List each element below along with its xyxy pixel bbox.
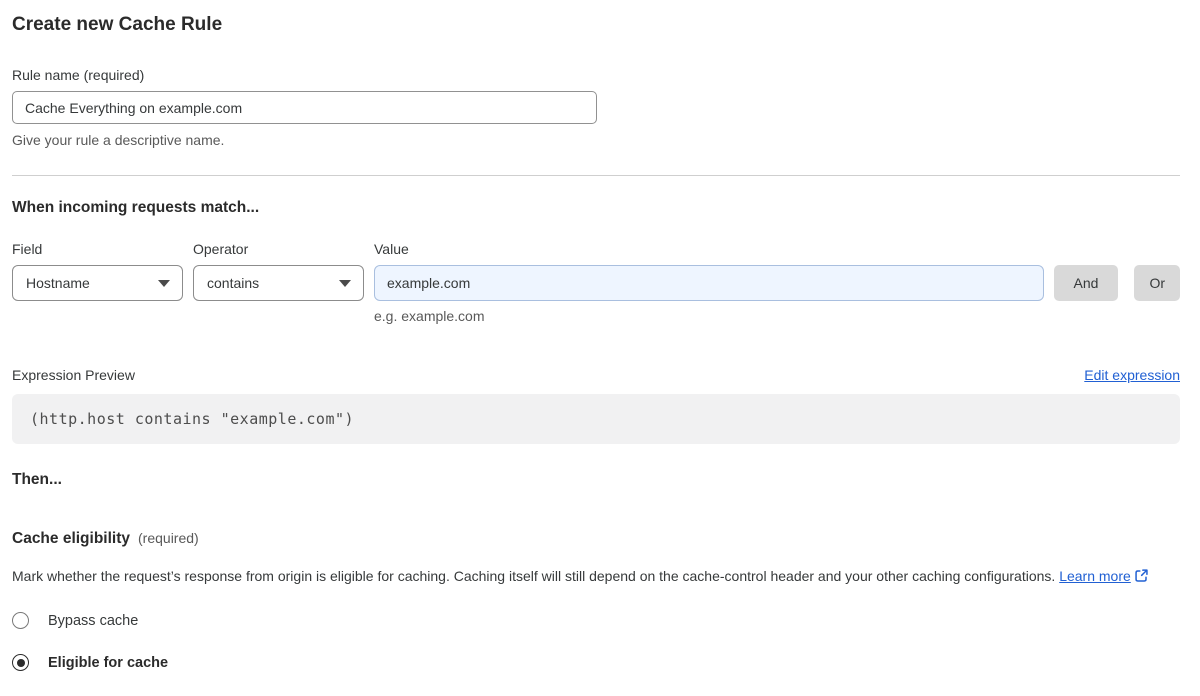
cache-eligibility-description [12,564,1180,588]
radio-label: Bypass cache [48,612,139,629]
operator-select-value: contains [207,275,260,291]
expression-preview-label: Expression Preview [12,367,135,383]
chevron-down-icon [158,280,170,287]
field-select[interactable] [12,265,183,301]
page-title: Create new Cache Rule [12,14,223,35]
value-input[interactable] [374,265,1044,301]
cache-eligibility-heading: Cache eligibility [12,530,131,547]
rule-name-input[interactable] [12,91,597,124]
required-note: (required) [138,530,199,546]
cache-eligibility-heading-row [12,530,1180,548]
expression-code-block: (http.host contains "example.com") [12,394,1180,444]
field-select-value: Hostname [26,275,90,291]
rule-name-help: Give your rule a descriptive name. [12,132,225,148]
value-column [374,265,1044,301]
radio-icon-selected[interactable] [12,654,29,671]
value-label: Value [374,241,409,257]
description-text: Mark whether the request’s response from origin is eligible for caching. Caching itself will still depend on the cache-control header and your other caching configurations. [12,568,1056,584]
operator-label: Operator [193,241,249,257]
operator-select[interactable] [193,265,364,301]
match-labels-row [12,241,1180,257]
value-help: e.g. example.com [374,308,485,324]
match-controls-row [12,265,1180,301]
chevron-down-icon [339,280,351,287]
then-heading: Then... [12,471,62,488]
field-label: Field [12,241,43,257]
and-button[interactable]: And [1054,265,1119,301]
match-section-heading: When incoming requests match... [12,199,260,216]
radio-icon-unselected[interactable] [12,612,29,629]
edit-expression-link[interactable]: Edit expression [1084,367,1180,383]
section-divider [12,175,1180,176]
or-button[interactable]: Or [1134,265,1180,301]
radio-option-eligible-for-cache[interactable] [12,654,1180,671]
cache-eligibility-options [12,612,1180,671]
external-link-icon [1134,568,1149,583]
radio-option-bypass-cache[interactable] [12,612,1180,629]
expression-preview-row [12,367,1180,383]
learn-more-label: Learn more [1059,568,1131,584]
rule-name-label: Rule name (required) [12,67,145,83]
learn-more-link[interactable] [1059,568,1131,584]
radio-label: Eligible for cache [48,654,169,671]
